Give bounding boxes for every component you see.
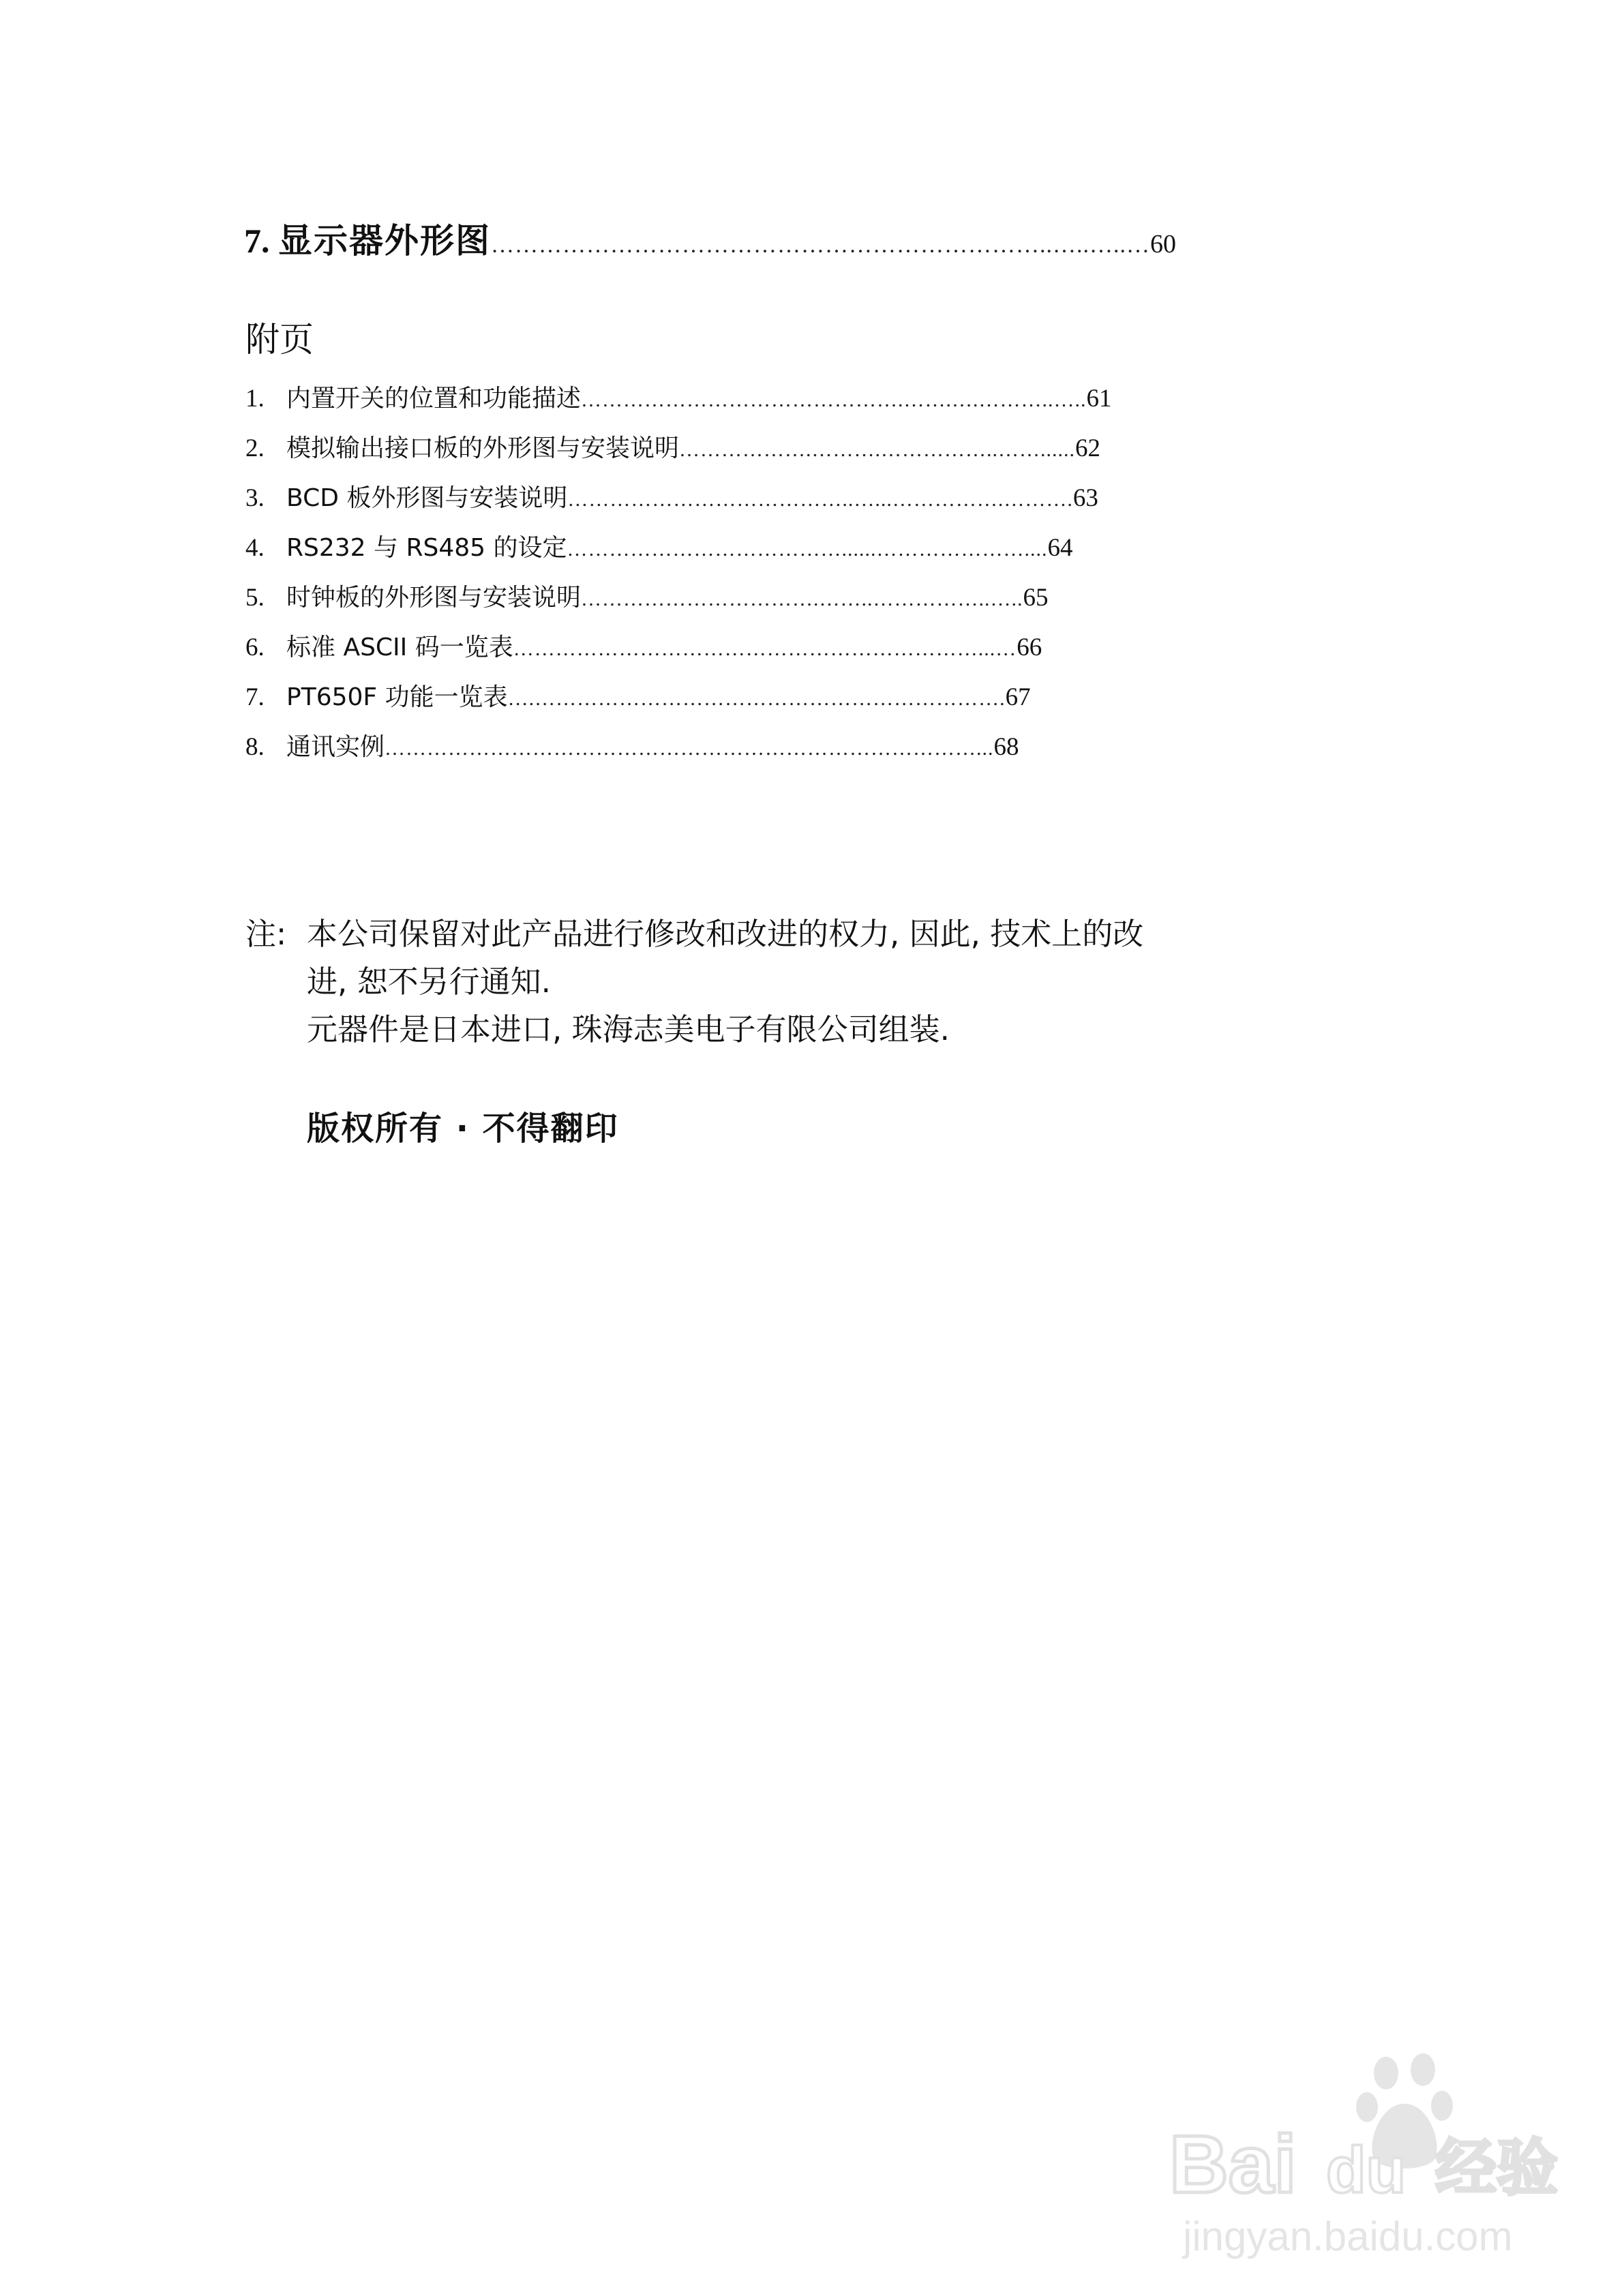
note-label: 注:: [245, 916, 287, 952]
note-line-1: [245, 910, 1432, 958]
toc-entry-title: 模拟输出接口板的外形图与安装说明: [286, 434, 680, 462]
toc-entry-number: 2.: [245, 434, 265, 462]
toc-entry: [245, 473, 1404, 523]
toc-page-number: 61: [1086, 385, 1112, 413]
toc-entry: [245, 573, 1404, 623]
svg-text:du: du: [1326, 2134, 1407, 2207]
toc-entry-number: 7.: [244, 222, 270, 260]
toc-entry-title: 时钟板的外形图与安装说明: [286, 584, 582, 612]
toc-entry: [245, 623, 1404, 672]
toc-entry-number: 4.: [245, 534, 265, 562]
toc-entry-title: 显示器外形图: [278, 221, 491, 260]
toc-entry-title: 标准 ASCII 码一览表: [286, 633, 513, 661]
toc-page-number: 64: [1047, 534, 1073, 562]
toc-leader-dots: …………………………………………………………………………...: [385, 737, 994, 760]
toc-leader-dots: ….………………………………………………………….: [507, 687, 1006, 710]
toc-entry: [245, 523, 1404, 573]
toc-page-number: 67: [1005, 683, 1031, 711]
toc-entry-title: RS232 与 RS485 的设定: [286, 534, 567, 562]
toc-entry-number: 5.: [245, 584, 265, 612]
svg-text:Bai: Bai: [1169, 2119, 1297, 2210]
toc-entry-title: 通讯实例: [286, 733, 385, 761]
toc-leader-dots: …………………………………………………………...…: [513, 638, 1017, 660]
toc-leader-dots: …………………………….……..……………..…..: [581, 588, 1023, 610]
toc-entry: [245, 423, 1404, 473]
toc-entry: [245, 722, 1404, 772]
svg-text:经验: 经验: [1435, 2132, 1558, 2204]
appendix-heading: 附页: [245, 320, 314, 359]
toc-entry: [245, 672, 1404, 722]
toc-page-number: 63: [1072, 484, 1098, 512]
note-line-3: 元器件是日本进口, 珠海志美电子有限公司组装.: [307, 1011, 950, 1047]
note-block: [245, 910, 1432, 1054]
appendix-toc-list: [245, 374, 1404, 772]
toc-leader-dots: ……………….……….……………..……......: [679, 438, 1076, 461]
toc-page-number: 66: [1017, 633, 1042, 661]
note-text: 本公司保留对此产品进行修改和改进的权力, 因此, 技术上的改: [307, 916, 1144, 952]
toc-entry-title: BCD 板外形图与安装说明: [286, 484, 568, 512]
toc-entry-title: PT650F 功能一览表: [286, 683, 508, 711]
toc-page-number: 62: [1075, 434, 1101, 462]
toc-entry-number: 8.: [245, 733, 265, 761]
note-line-2: 进, 恕不另行通知.: [307, 964, 551, 1000]
toc-entry-number: 3.: [245, 484, 265, 512]
baidu-paw-logo-icon: [1169, 2046, 1578, 2264]
toc-entry-title: 内置开关的位置和功能描述: [286, 385, 582, 413]
toc-entry-section-7: [244, 217, 1403, 265]
toc-entry: [245, 374, 1404, 423]
toc-page-number: 68: [993, 733, 1019, 761]
toc-leader-dots: …………………………………......…………………....: [567, 538, 1048, 561]
baidu-jingyan-watermark: [1169, 2046, 1578, 2264]
toc-entry-number: 6.: [245, 633, 265, 661]
copyright-notice: 版权所有 · 不得翻印: [307, 1109, 619, 1148]
toc-page-number: 65: [1023, 584, 1049, 612]
toc-entry-number: 7.: [245, 683, 265, 711]
toc-entry-number: 1.: [245, 385, 265, 413]
toc-leader-dots: ……………………………………………………………..…..…..…: [491, 233, 1150, 258]
toc-leader-dots: …………………………………..…...…………….……….: [567, 488, 1073, 511]
svg-text:jingyan.baidu.com: jingyan.baidu.com: [1183, 2213, 1513, 2259]
toc-leader-dots: ……………………………………….…….….………..…..: [581, 389, 1087, 411]
toc-page-number: 60: [1150, 230, 1176, 258]
